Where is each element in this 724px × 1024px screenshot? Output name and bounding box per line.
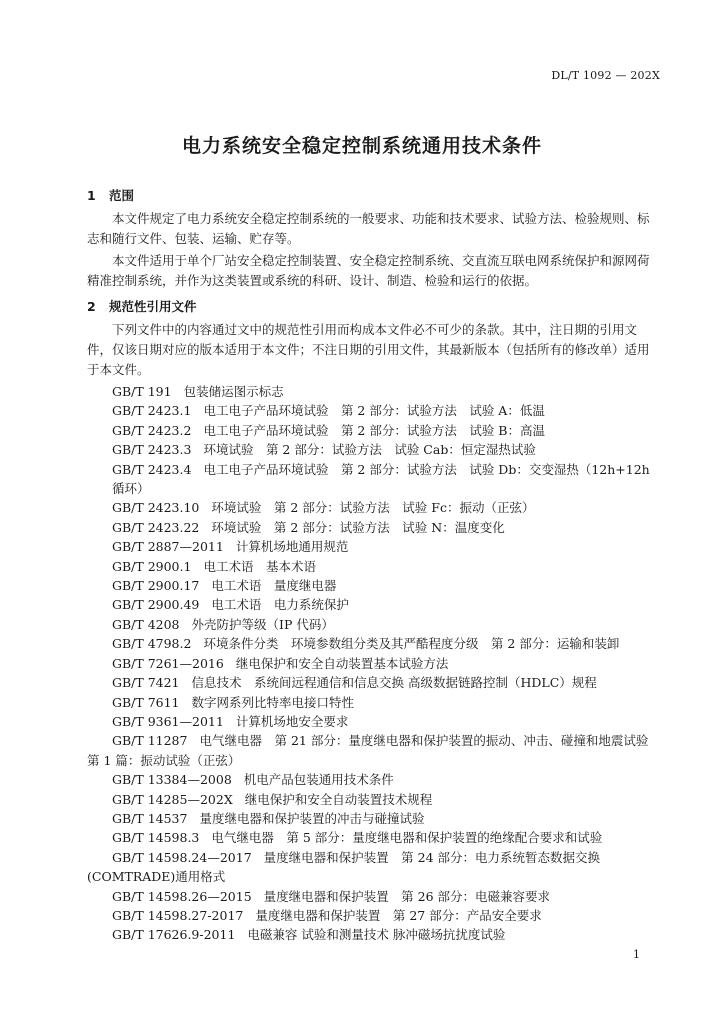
reference-item <box>87 576 657 595</box>
reference-title: 计算机场地安全要求 <box>235 713 349 729</box>
reference-item <box>87 925 657 944</box>
paragraph: 下列文件中的内容通过文中的规范性引用而构成本文件必不可少的条款。其中，注日期的引用文件，仅该日期对应的版本适用于本文件；不注日期的引用文件，其最新版本（包括所有的修改单）适用于本文件。 <box>87 322 650 377</box>
reference-item <box>87 673 657 692</box>
reference-item <box>87 537 657 556</box>
reference-item <box>87 518 657 537</box>
reference-title: 机电产品包装通用技术条件 <box>243 772 394 788</box>
reference-title: 环境条件分类 环境参数组分类及其严酷程度分级 第 2 部分：运输和装卸 <box>203 636 620 652</box>
section-heading-normative-references <box>87 297 657 317</box>
reference-title: 继电保护和安全自动装置技术规程 <box>244 791 433 807</box>
reference-item <box>87 421 657 440</box>
reference-title: 继电保护和安全自动装置基本试验方法 <box>235 655 449 671</box>
reference-item <box>87 595 657 614</box>
reference-code: GB/T 4208 <box>112 616 180 632</box>
reference-code: GB/T 7611 <box>112 694 180 710</box>
reference-title: 电工术语 基本术语 <box>203 558 316 574</box>
document-body <box>87 186 661 945</box>
section-title: 范围 <box>109 188 135 203</box>
reference-title: 电工术语 量度继电器 <box>211 578 337 594</box>
reference-item <box>87 634 657 653</box>
reference-item <box>87 557 657 576</box>
reference-code: GB/T 2900.49 <box>112 597 200 613</box>
reference-item <box>87 693 657 712</box>
paragraph: 本文件规定了电力系统安全稳定控制系统的一般要求、功能和技术要求、试验方法、检验规则、标志和随行文件、包装、运输、贮存等。 <box>87 211 650 246</box>
section-number: 1 <box>87 188 96 203</box>
page-number: 1 <box>633 948 640 961</box>
reference-title: 电气继电器 第 5 部分：量度继电器和保护装置的绝缘配合要求和试验 <box>211 830 603 846</box>
reference-title: 包装储运图示标志 <box>183 384 284 399</box>
reference-title: 计算机场地通用规范 <box>235 539 349 555</box>
reference-title: 环境试验 第 2 部分：试验方法 试验 Cab：恒定湿热试验 <box>203 442 536 458</box>
reference-code: GB/T 14598.3 <box>112 830 200 846</box>
paragraph: 本文件适用于单个厂站安全稳定控制装置、安全稳定控制系统、交直流互联电网系统保护和源网荷精准控制系统，并作为这类装置或系统的科研、设计、制造、检验和运行的依据。 <box>87 253 650 288</box>
reference-title: 电工电子产品环境试验 第 2 部分：试验方法 试验 B：高温 <box>203 422 545 438</box>
reference-code: GB/T 2423.4 <box>112 461 192 477</box>
reference-code: GB/T 7421 <box>112 675 180 691</box>
reference-title: 环境试验 第 2 部分：试验方法 试验 Fc：振动（正弦） <box>211 500 535 516</box>
reference-title: 电气继电器 第 21 部分：量度继电器和保护装置的振动、冲击、碰撞和地震试验 第 1 篇：振动试验（正弦） <box>87 733 661 768</box>
reference-code: GB/T 9361—2011 <box>112 713 224 729</box>
reference-code: GB/T 2900.1 <box>112 558 192 574</box>
reference-title: 量度继电器和保护装置的冲击与碰撞试验 <box>199 810 425 826</box>
reference-title: 量度继电器和保护装置 第 24 部分：电力系统暂态数据交换(COMTRADE)通用格式 <box>87 849 601 885</box>
reference-title: 电磁兼容 试验和测量技术 脉冲磁场抗扰度试验 <box>247 927 506 943</box>
reference-item <box>87 731 661 770</box>
reference-title: 数字网系列比特率电接口特性 <box>191 694 355 710</box>
reference-item <box>87 809 657 828</box>
reference-code: GB/T 13384—2008 <box>112 772 232 788</box>
reference-item <box>87 770 657 789</box>
reference-item <box>87 615 657 634</box>
document-code: DL/T 1092 — 202X <box>551 69 660 82</box>
reference-item <box>87 828 657 847</box>
reference-item <box>87 460 657 499</box>
reference-title: 电工术语 电力系统保护 <box>211 597 349 613</box>
reference-code: GB/T 2900.17 <box>112 578 200 594</box>
reference-code: GB/T 14598.26—2015 <box>112 888 252 904</box>
reference-item <box>87 906 657 925</box>
reference-title: 电工电子产品环境试验 第 2 部分：试验方法 试验 A：低温 <box>203 403 545 419</box>
reference-title: 外壳防护等级（IP 代码） <box>191 616 334 632</box>
reference-code: GB/T 14598.24—2017 <box>112 849 252 865</box>
reference-title: 信息技术 系统间远程通信和信息交换 高级数据链路控制（HDLC）规程 <box>191 675 597 691</box>
reference-code: GB/T 14598.27-2017 <box>112 907 244 923</box>
reference-item <box>87 654 657 673</box>
reference-title: 量度继电器和保护装置 第 26 部分：电磁兼容要求 <box>263 888 551 904</box>
section-heading-scope <box>87 186 657 206</box>
reference-item <box>87 790 657 809</box>
reference-code: GB/T 2423.3 <box>112 442 192 458</box>
reference-code: GB/T 4798.2 <box>112 636 192 652</box>
reference-code: GB/T 2887—2011 <box>112 539 224 555</box>
reference-code: GB/T 2423.22 <box>112 519 200 535</box>
section-title: 规范性引用文件 <box>109 299 197 314</box>
section-number: 2 <box>87 299 96 314</box>
reference-item <box>87 440 657 459</box>
reference-code: GB/T 14285—202X <box>112 791 233 807</box>
reference-item <box>87 887 657 906</box>
reference-code: GB/T 17626.9-2011 <box>112 927 236 943</box>
reference-item <box>87 498 657 517</box>
reference-code: GB/T 7261—2016 <box>112 655 224 671</box>
reference-item <box>87 848 657 887</box>
reference-code: GB/T 2423.1 <box>112 403 192 419</box>
reference-code: GB/T 2423.10 <box>112 500 200 516</box>
reference-item <box>87 382 657 401</box>
reference-list <box>87 382 661 945</box>
reference-code: GB/T 2423.2 <box>112 422 192 438</box>
reference-title: 量度继电器和保护装置 第 27 部分：产品安全要求 <box>255 907 542 923</box>
reference-title: 电工电子产品环境试验 第 2 部分：试验方法 试验 Db：交变湿热（12h+12h 循环） <box>112 461 650 497</box>
reference-code: GB/T 14537 <box>112 810 188 826</box>
reference-title: 环境试验 第 2 部分：试验方法 试验 N：温度变化 <box>211 519 505 535</box>
reference-code: GB/T 11287 <box>112 733 188 749</box>
reference-code: GB/T 191 <box>112 384 172 399</box>
document-title: 电力系统安全稳定控制系统通用技术条件 <box>181 135 542 157</box>
reference-item <box>87 712 657 731</box>
reference-item <box>87 401 657 420</box>
